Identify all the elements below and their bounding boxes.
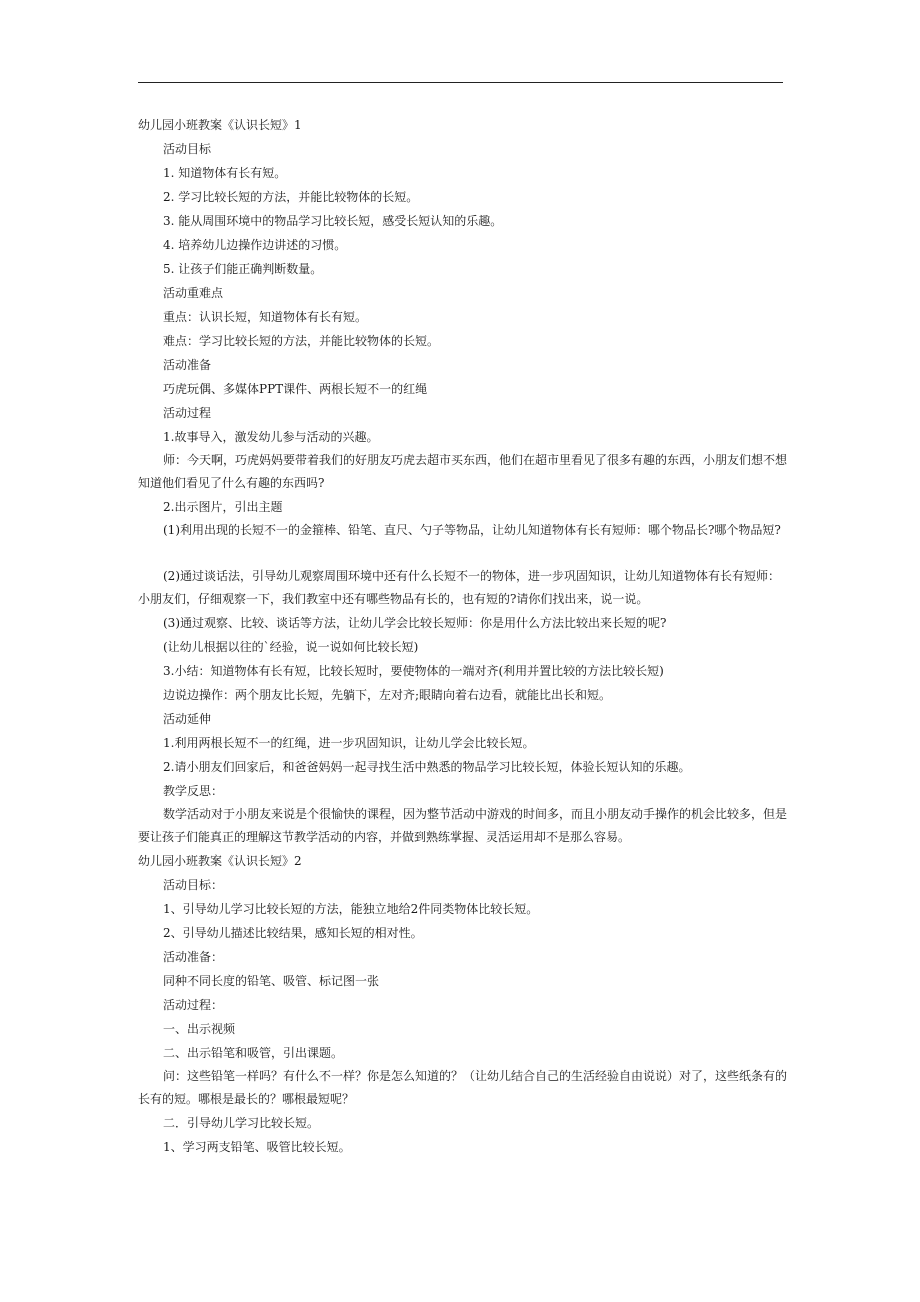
lesson2-prep: 同种不同长度的铅笔、吸管、标记图一张 <box>163 974 380 988</box>
lesson1-item1: (1)利用出现的长短不一的金箍棒、铅笔、直尺、勺子等物品，让幼儿知道物体有长有短师：哪个物品长?哪个物品短? <box>163 523 781 537</box>
lesson2-substep-1: 1、学习两支铅笔、吸管比较长短。 <box>163 1140 351 1154</box>
lesson1-step2: 2.出示图片，引出主题 <box>163 500 283 514</box>
lesson1-objectives-heading: 活动目标 <box>163 142 212 156</box>
lesson1-extension-heading: 活动延伸 <box>163 712 212 726</box>
lesson1-objective-5: 5. 让孩子们能正确判断数量。 <box>163 262 323 276</box>
lesson2-objective-1: 1、引导幼儿学习比较长短的方法，能独立地给2件同类物体比较长短。 <box>163 902 539 916</box>
lesson1-teacher-intro: 师：今天啊，巧虎妈妈要带着我们的好朋友巧虎去超市买东西，他们在超市里看见了很多有趣的东西，小朋友们想不想知道他们看见了什么有趣的东西吗? <box>138 453 788 490</box>
lesson1-item2: (2)通过谈话法，引导幼儿观察周围环境中还有什么长短不一的物体，进一步巩固知识，让幼儿知道物体有长有短师：小朋友们，仔细观察一下，我们教室中还有哪些物品有长的，也有短的?请你们找出来，说一说。 <box>138 569 781 606</box>
lesson2-objective-2: 2、引导幼儿描述比较结果，感知长短的相对性。 <box>163 926 423 940</box>
lesson1-title: 幼儿园小班教案《认识长短》1 <box>138 118 302 132</box>
lesson2-prep-heading: 活动准备： <box>163 950 224 964</box>
lesson1-prep-heading: 活动准备 <box>163 358 212 372</box>
lesson1-reflection: 数学活动对于小朋友来说是个很愉快的课程，因为整节活动中游戏的时间多，而且小朋友动手操作的机会比较多，但是要让孩子们能真正的理解这节教学活动的内容，并做到熟练掌握、灵活运用却不是那么容易。 <box>138 807 788 844</box>
lesson1-extension-1: 1.利用两根长短不一的红绳，进一步巩固知识，让幼儿学会比较长短。 <box>163 736 535 750</box>
lesson2-process-heading: 活动过程： <box>163 998 224 1012</box>
header-rule <box>138 82 783 83</box>
lesson1-keypoints-heading: 活动重难点 <box>163 286 224 300</box>
lesson1-objective-1: 1. 知道物体有长有短。 <box>163 166 287 180</box>
lesson1-reflection-heading: 教学反思： <box>163 784 224 798</box>
lesson1-item3-note: (让幼儿根据以往的`经验，说一说如何比较长短) <box>163 640 419 654</box>
lesson2-step-1: 一、出示视频 <box>163 1022 236 1036</box>
lesson1-step3: 3.小结：知道物体有长有短，比较长短时，要使物体的一端对齐(利用并置比较的方法比较长短) <box>163 664 664 678</box>
lesson1-operation: 边说边操作：两个朋友比长短，先躺下，左对齐;眼睛向着右边看，就能比出长和短。 <box>163 688 612 702</box>
lesson2-question: 问：这些铅笔一样吗？有什么不一样？你是怎么知道的？（让幼儿结合自己的生活经验自由说说）对了，这些纸条有的长有的短。哪根是最长的？哪根最短呢？ <box>138 1069 788 1106</box>
lesson2-step-3: 二．引导幼儿学习比较长短。 <box>163 1116 320 1130</box>
lesson1-item3: (3)通过观察、比较、谈话等方法，让幼儿学会比较长短师：你是用什么方法比较出来长短的呢? <box>163 616 667 630</box>
lesson1-objective-2: 2. 学习比较长短的方法，并能比较物体的长短。 <box>163 190 419 204</box>
lesson1-prep: 巧虎玩偶、多媒体PPT课件、两根长短不一的红绳 <box>163 382 428 396</box>
lesson2-step-2: 二、出示铅笔和吸管，引出课题。 <box>163 1046 344 1060</box>
lesson2-title: 幼儿园小班教案《认识长短》2 <box>138 854 302 868</box>
lesson1-difficult-point: 难点：学习比较长短的方法，并能比较物体的长短。 <box>163 334 440 348</box>
lesson2-objectives-heading: 活动目标： <box>163 878 224 892</box>
lesson1-objective-3: 3. 能从周围环境中的物品学习比较长短，感受长短认知的乐趣。 <box>163 214 503 228</box>
lesson1-process-heading: 活动过程 <box>163 406 212 420</box>
lesson1-objective-4: 4. 培养幼儿边操作边讲述的习惯。 <box>163 238 347 252</box>
document-body <box>138 113 788 1159</box>
lesson1-key-point: 重点：认识长短，知道物体有长有短。 <box>163 310 368 324</box>
lesson1-extension-2: 2.请小朋友们回家后，和爸爸妈妈一起寻找生活中熟悉的物品学习比较长短，体验长短认知的乐趣。 <box>163 760 691 774</box>
lesson1-step1: 1.故事导入，激发幼儿参与活动的兴趣。 <box>163 430 379 444</box>
